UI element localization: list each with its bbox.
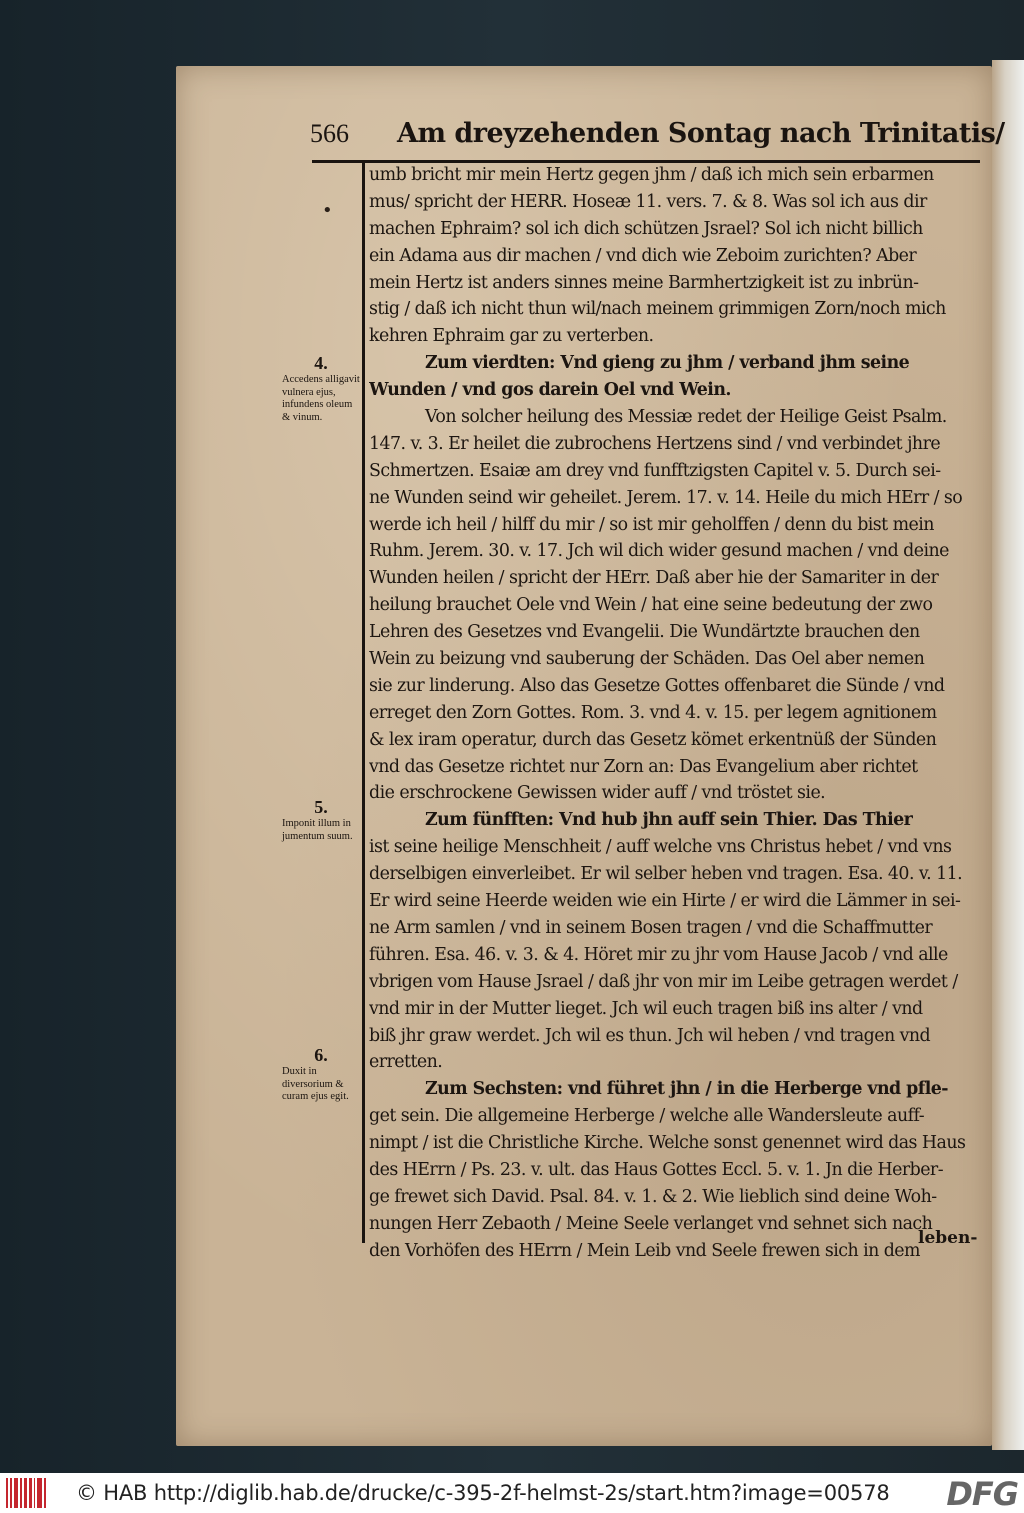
text-line: des HErrn / Ps. 23. v. ult. das Haus Gottes Eccl. 5. v. 1. Jn die Herber- <box>369 1159 944 1180</box>
margin-note-text: Imponit illum in jumentum suum. <box>282 818 353 842</box>
text-line: stig / daß ich nicht thun wil/nach meinem grimmigen Zorn/noch mich <box>369 299 946 320</box>
text-line: werde ich heil / hilff du mir / so ist mir geholffen / denn du bist mein <box>369 514 934 535</box>
text-line: Ruhm. Jerem. 30. v. 17. Jch wil dich wider gesund machen / vnd deine <box>369 541 949 562</box>
body-text <box>369 162 977 1265</box>
text-line: nungen Herr Zebaoth / Meine Seele verlanget vnd sehnet sich nach <box>369 1213 933 1234</box>
text-line: Er wird seine Heerde weiden wie ein Hirte / er wird die Lämmer in sei- <box>369 891 961 912</box>
page-header <box>310 118 1005 158</box>
viewer-footer <box>0 1473 1024 1513</box>
text-line: Wein zu beizung vnd sauberung der Schäden. Das Oel aber nemen <box>369 649 925 670</box>
text-line: & lex iram operatur, durch das Gesetz kömet erkentnüß der Sünden <box>369 729 937 750</box>
text-line: Von solcher heilung des Messiæ redet der Heilige Geist Psalm. <box>425 407 947 428</box>
text-line: Zum vierdten: Vnd gieng zu jhm / verband jhm seine <box>425 353 910 374</box>
text-line: vnd das Gesetze richtet nur Zorn an: Das Evangelium aber richtet <box>369 756 918 777</box>
text-line: Zum fünfften: Vnd hub jhn auff sein Thier. Das Thier <box>425 810 913 831</box>
catchword: leben- <box>918 1228 978 1248</box>
text-line: get sein. Die allgemeine Herberge / welche alle Wandersleute auff- <box>369 1106 925 1127</box>
text-line: sie zur linderung. Also das Gesetze Gottes offenbaret die Sünde / vnd <box>369 675 945 696</box>
page-number: 566 <box>310 119 349 148</box>
text-line: die erschrockene Gewissen wider auff / vnd tröstet sie. <box>369 783 826 804</box>
text-line: nimpt / ist die Christliche Kirche. Welche sonst genennet wird das Haus <box>369 1133 966 1154</box>
text-line: ist seine heilige Menschheit / auff welche vns Christus hebet / vnd vns <box>369 837 952 858</box>
text-line: den Vorhöfen des HErrn / Mein Leib vnd Seele frewen sich in dem <box>369 1240 920 1261</box>
text-line: mein Hertz ist anders sinnes meine Barmhertzigkeit ist zu inbrün- <box>369 272 919 293</box>
text-line: Lehren des Gesetzes vnd Evangelii. Die Wundärtzte brauchen den <box>369 622 920 643</box>
text-line: vbrigen vom Hause Jsrael / daß jhr von mir im Leibe getragen werdet / <box>369 971 958 992</box>
dfg-logo: DFG <box>946 1475 1018 1513</box>
text-line: derselbigen einverleibet. Er wil selber heben vnd tragen. Esa. 40. v. 11. <box>369 864 963 885</box>
text-line: mus/ spricht der HERR. Hoseæ 11. vers. 7. & 8. Was sol ich aus dir <box>369 191 927 212</box>
text-line: heilung brauchet Oele vnd Wein / hat eine seine bedeutung der zwo <box>369 595 933 616</box>
hab-barcode-icon <box>6 1478 46 1508</box>
text-line: vnd mir in der Mutter lieget. Jch wil euch tragen biß ins alter / vnd <box>369 998 923 1019</box>
margin-rule <box>362 163 365 1243</box>
text-line: 147. v. 3. Er heilet die zubrochens Hertzens sind / vnd verbindet jhre <box>369 433 941 454</box>
margin-note-text: Accedens alligavit vulnera ejus, infundens oleum & vinum. <box>282 374 360 423</box>
text-line: erreget den Zorn Gottes. Rom. 3. vnd 4. v. 15. per legem agnitionem <box>369 702 937 723</box>
margin-mark: • <box>322 200 333 221</box>
margin-note-text: Duxit in diversorium & curam ejus egit. <box>282 1066 349 1103</box>
margin-note-number: 6. <box>314 1045 328 1065</box>
margin-note-5 <box>282 796 360 843</box>
margin-note-4 <box>282 352 360 424</box>
text-line: ne Wunden seind wir geheilet. Jerem. 17. v. 14. Heile du mich HErr / so <box>369 487 963 508</box>
text-line: machen Ephraim? sol ich dich schützen Jsrael? Sol ich nicht billich <box>369 218 923 239</box>
margin-note-number: 5. <box>314 797 328 817</box>
text-line: Wunden / vnd gos darein Oel vnd Wein. <box>369 380 731 401</box>
text-line: Wunden heilen / spricht der HErr. Daß aber hie der Samariter in der <box>369 568 939 589</box>
text-line: ne Arm samlen / vnd in seinem Bosen tragen / vnd die Schaffmutter <box>369 917 933 938</box>
text-line: kehren Ephraim gar zu verterben. <box>369 326 654 347</box>
text-line: Zum Sechsten: vnd führet jhn / in die Herberge vnd pfle- <box>425 1079 948 1100</box>
text-line: ein Adama aus dir machen / vnd dich wie Zeboim zurichten? Aber <box>369 245 917 266</box>
text-line: führen. Esa. 46. v. 3. & 4. Höret mir zu jhr vom Hause Jacob / vnd alle <box>369 944 948 965</box>
text-line: umb bricht mir mein Hertz gegen jhm / daß ich mich sein erbarmen <box>369 165 934 185</box>
page-edge <box>992 60 1024 1450</box>
margin-note-6 <box>282 1044 360 1104</box>
text-line: Schmertzen. Esaiæ am drey vnd funfftzigsten Capitel v. 5. Durch sei- <box>369 460 941 481</box>
text-line: ge frewet sich David. Psal. 84. v. 1. & 2. Wie lieblich sind deine Woh- <box>369 1186 937 1207</box>
source-url[interactable]: © HAB http://diglib.hab.de/drucke/c-395-2f-helmst-2s/start.htm?image=00578 <box>76 1481 890 1505</box>
text-line: erretten. <box>369 1052 443 1073</box>
running-title: Am dreyzehenden Sontag nach Trinitatis/ <box>397 118 1005 149</box>
text-line: biß jhr graw werdet. Jch wil es thun. Jch wil heben / vnd tragen vnd <box>369 1025 931 1046</box>
margin-note-number: 4. <box>314 353 328 373</box>
